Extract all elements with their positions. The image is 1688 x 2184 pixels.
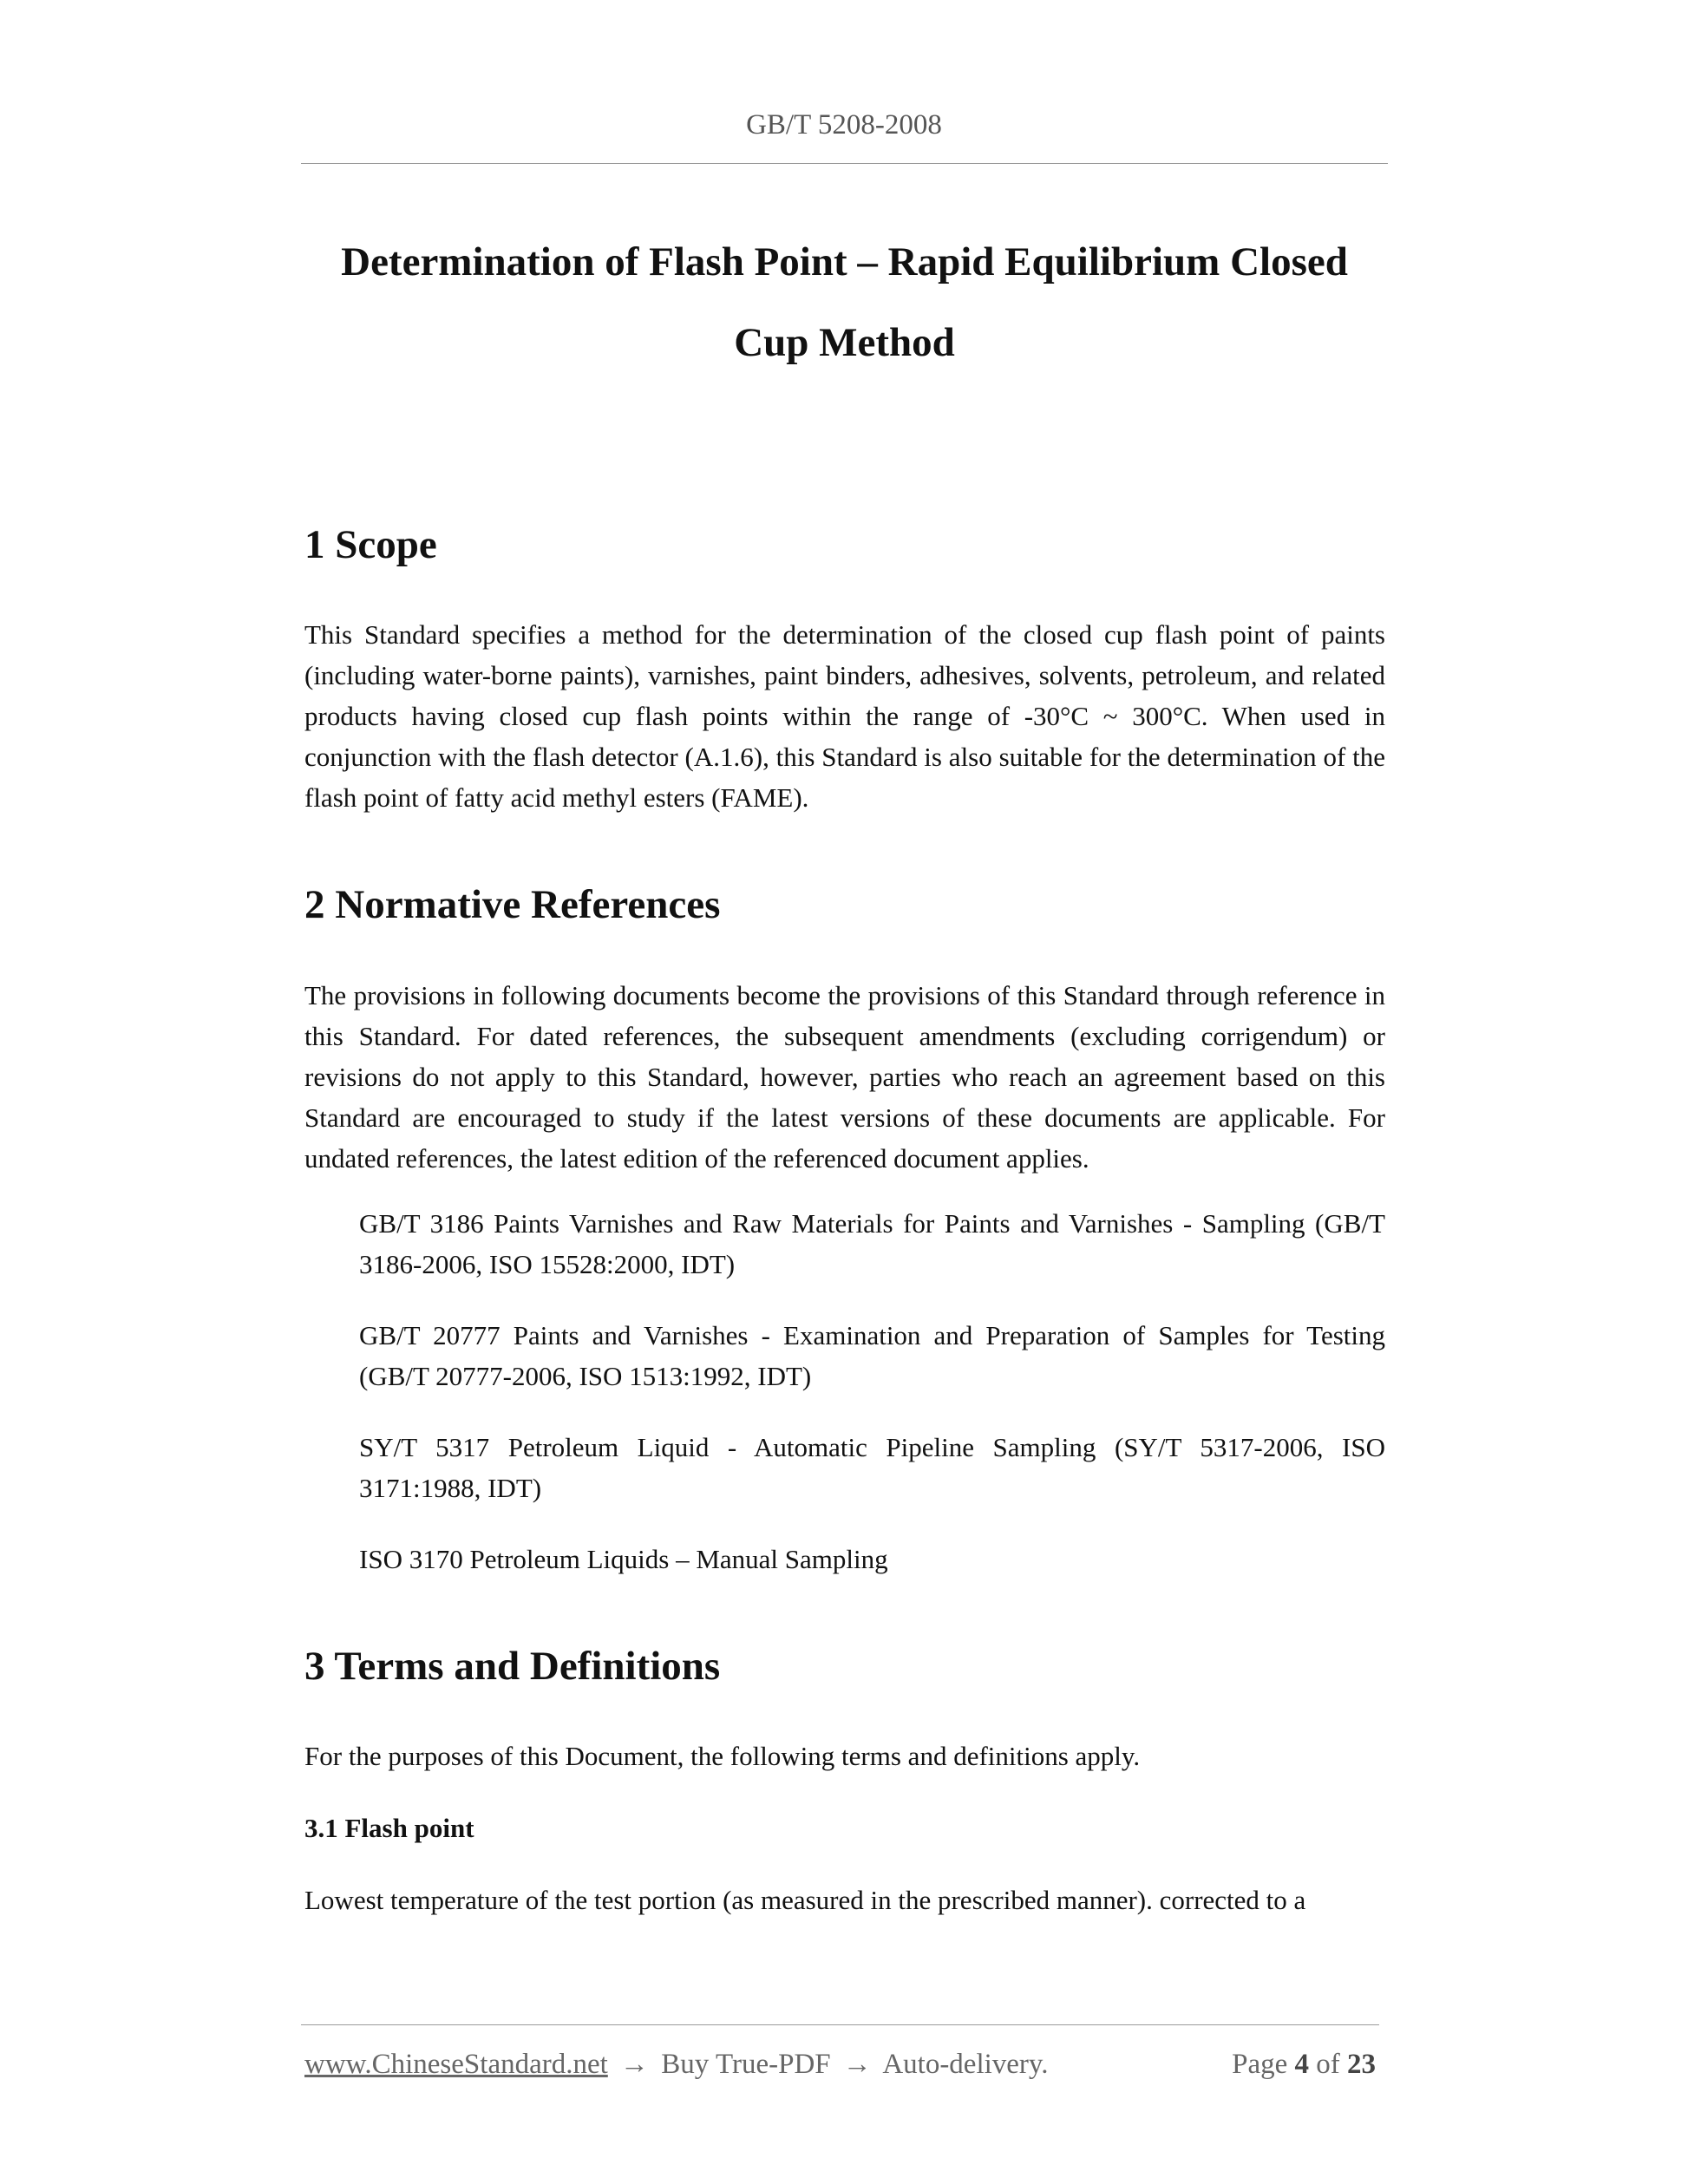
reference-item: GB/T 3186 Paints Varnishes and Raw Materials for Paints and Varnishes - Sampling (GB/T 3186-2006, ISO 15528:2000, IDT) [359, 1207, 1385, 1279]
reference-item: SY/T 5317 Petroleum Liquid - Automatic Pipeline Sampling (SY/T 5317-2006, ISO 3171:1988, IDT) [359, 1431, 1385, 1503]
reference-list [304, 1203, 1385, 1579]
document-body [304, 520, 1385, 1920]
section-heading-scope: 1 Scope [304, 522, 437, 567]
title-line-1: Determination of Flash Point – Rapid Equilibrium Closed [341, 239, 1348, 284]
header-divider [301, 163, 1388, 164]
page-label: Page [1232, 2049, 1288, 2080]
flash-point-definition: Lowest temperature of the test portion (as measured in the prescribed manner). corrected to a [304, 1885, 1306, 1916]
terms-intro: For the purposes of this Document, the following terms and definitions apply. [304, 1741, 1141, 1772]
delivery-text: Auto-delivery. [882, 2049, 1049, 2080]
arrow-right-icon: → [620, 2049, 650, 2080]
footer-divider [301, 2024, 1379, 2025]
section-heading-terms: 3 Terms and Definitions [304, 1643, 721, 1689]
section-terms-definitions [304, 1642, 1385, 1920]
reference-item: ISO 3170 Petroleum Liquids – Manual Sampling [359, 1543, 888, 1574]
title-line-2: Cup Method [734, 320, 955, 365]
page-number [1232, 2049, 1376, 2081]
buy-text: Buy True-PDF [661, 2049, 831, 2080]
website-link[interactable]: www.ChineseStandard.net [304, 2049, 608, 2080]
section-scope [304, 520, 1385, 818]
subsection-heading-flash-point: 3.1 Flash point [304, 1813, 474, 1844]
scope-paragraph: This Standard specifies a method for the determination of the closed cup flash point of paints (including water-borne paints), varnishes, paint binders, adhesives, solvents, petroleum, and related products having closed cup flash points within the range of -30°C ~ 300°C. When used in conjunction with the flash detector (A.1.6), this Standard is also suitable for the determination of the flash point of fatty acid methyl esters (FAME). [304, 619, 1385, 814]
page-header: GB/T 5208-2008 [746, 109, 942, 141]
footer-promo [304, 2049, 1049, 2081]
normative-paragraph: The provisions in following documents become the provisions of this Standard through reference in this Standard. For dated references, the subsequent amendments (excluding corrigendum) or revisions do not apply to this Standard, however, parties who reach an agreement based on this Standard are encouraged to study if the latest versions of these documents are applicable. For undated references, the latest edition of the referenced document applies. [304, 979, 1385, 1174]
page-of: of [1316, 2049, 1340, 2080]
document-title [301, 222, 1388, 383]
page-current: 4 [1294, 2049, 1309, 2080]
page-total: 23 [1347, 2049, 1376, 2080]
arrow-right-icon: → [842, 2049, 872, 2080]
section-heading-normative: 2 Normative References [304, 882, 721, 928]
reference-item: GB/T 20777 Paints and Varnishes - Examination and Preparation of Samples for Testing (GB/T 20777-2006, ISO 1513:1992, IDT) [359, 1319, 1385, 1391]
section-normative-references [304, 880, 1385, 1579]
